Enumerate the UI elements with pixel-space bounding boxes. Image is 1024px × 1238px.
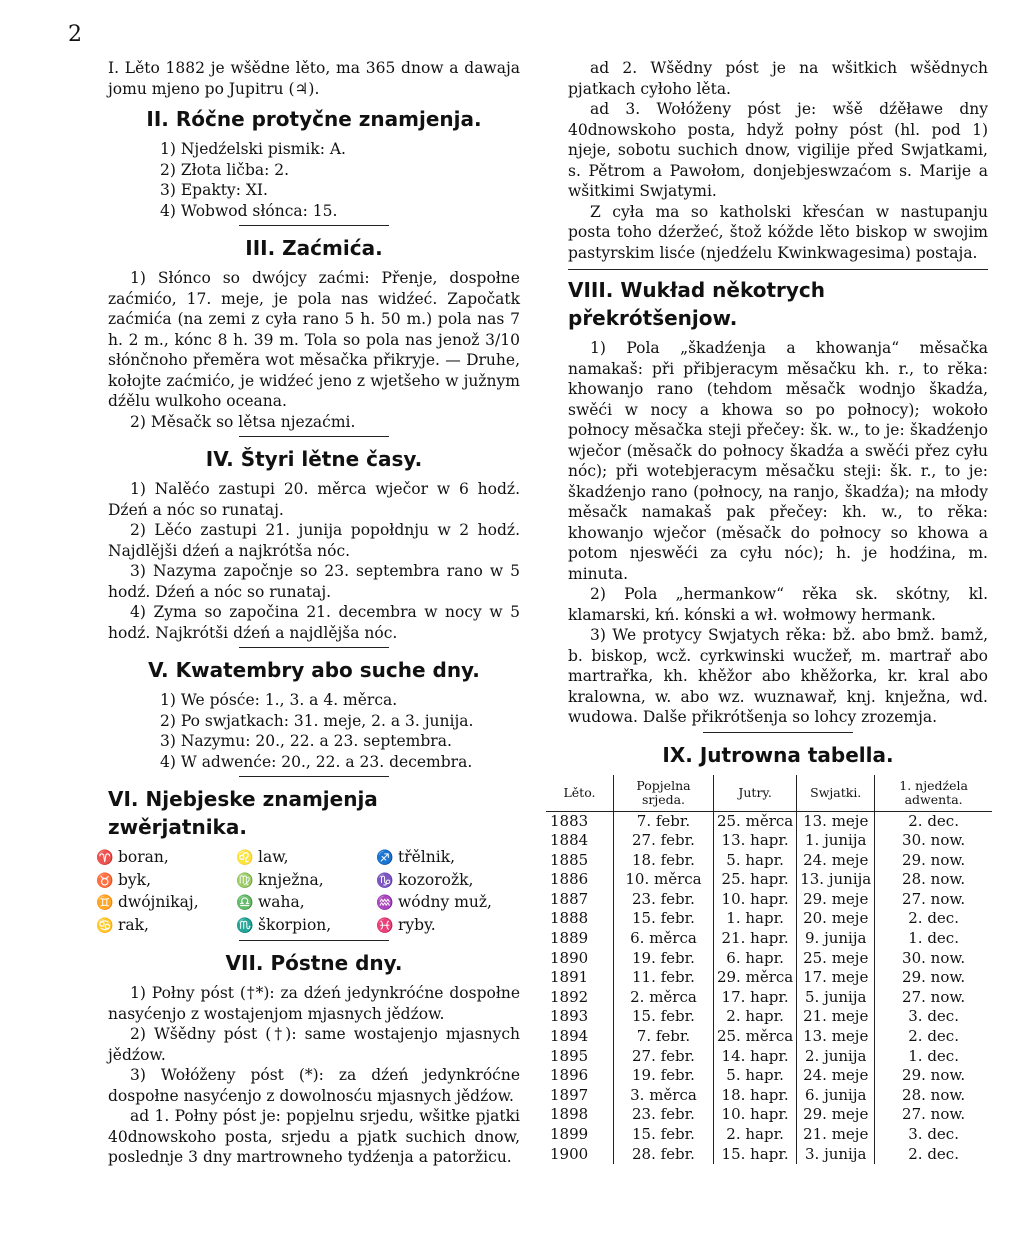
- year-cell: 1887: [550, 889, 589, 908]
- year-cell: 1888: [550, 909, 589, 928]
- section-heading: IV. Štyri lětne časy.: [205, 447, 423, 471]
- table-cell: 23. febr.: [614, 1105, 714, 1125]
- paragraph: Z cyła ma so katholski křesćan w nastupanju posta toho dźeržeć, štož kóžde lěto biskop w swojim pastyrskim lisće (njedźelu Kwinkwagesima) postaja.: [568, 202, 988, 262]
- year-cell: 1883: [550, 811, 589, 830]
- divider: [239, 225, 389, 226]
- zodiac-sign-icon: ♓: [376, 917, 394, 934]
- zodiac-item: [236, 847, 376, 869]
- year-cell: 1885: [550, 850, 589, 869]
- table-cell: 2. junija: [797, 1047, 875, 1067]
- list-item: 4) Wobwod słónca: 15.: [160, 201, 338, 220]
- paragraph: ad 3. Wołóženy póst je: wšě dźěławe dny 40dnowskoho posta, hdyž połny póst (hl. pod 1) njeje, sobotu suchich dnow, vigilije před Swjatkami, s. Pětrom a Pawołom, donjebjeswzaćom s. Marije a wšitkimi Swjatymi.: [568, 100, 988, 200]
- paragraph: 3) We protycy Swjatych rěka: bž. abo bmž. bamž, b. biskop, wcž. cyrkwinski wucžeř, m. martrař abo martrařka, kh. khěžor abo khěžorka, kr. kral abo kralowna, w. abo wz. wuznawař, knj. knježna, wd. wudowa. Dalše přikrótšenja so lohcy zrozemja.: [568, 626, 988, 726]
- table-cell: 17. hapr.: [713, 988, 796, 1008]
- zodiac-label: waha,: [258, 893, 305, 911]
- year-cell: 1900: [550, 1144, 589, 1163]
- year-cell: 1894: [550, 1027, 589, 1046]
- table-cell: 7. febr.: [614, 1027, 714, 1047]
- divider: [239, 776, 389, 777]
- zodiac-label: dwójnikaj,: [118, 893, 199, 911]
- year-cell: 1886: [550, 870, 589, 889]
- paragraph: ad 2. Wšědny póst je na wšitkich wšědnych pjatkach cyłoho lěta.: [568, 59, 988, 98]
- zodiac-item: [376, 847, 516, 869]
- zodiac-item: [376, 892, 516, 914]
- table-cell: 14. hapr.: [713, 1047, 796, 1067]
- table-row: [546, 831, 992, 851]
- zodiac-item: [96, 892, 236, 914]
- table-cell: 5. hapr.: [713, 851, 796, 871]
- zodiac-item: [376, 915, 516, 937]
- paragraph: 2) Měsačk so lětsa njezaćmi.: [130, 412, 356, 431]
- zodiac-sign-icon: ♊: [96, 895, 114, 911]
- zodiac-label: boran,: [118, 848, 169, 866]
- year-cell: 1890: [550, 948, 589, 967]
- column-header: Swjatki.: [797, 775, 875, 812]
- table-cell: 21. meje: [797, 1007, 875, 1027]
- paragraph: 1) Połny póst (†*): za dźeń jedynkróćne dospołne nasyćenjo z wostajenjom mjasnych jědźow.: [108, 984, 520, 1023]
- zodiac-item: [96, 870, 236, 892]
- section-heading: III. Zaćmića.: [245, 236, 383, 260]
- divider: [239, 647, 389, 648]
- list-item: 1) We pósće: 1., 3. a 4. měrca.: [160, 691, 398, 709]
- table-cell: 10. hapr.: [713, 890, 796, 910]
- paragraph: 2) Lěćo zastupi 21. junija popołdnju w 2 hodź. Najdlějši dźeń a najkrótša nóc.: [108, 521, 520, 560]
- table-cell: 2. dec.: [875, 909, 992, 929]
- table-row: [546, 949, 992, 969]
- zodiac-label: knježna,: [258, 870, 324, 889]
- table-cell: 3. dec.: [875, 1125, 992, 1145]
- table-row: [546, 811, 992, 831]
- table-row: [546, 851, 992, 871]
- table-cell: 28. now.: [875, 870, 992, 890]
- zodiac-label: kozorožk,: [398, 870, 474, 889]
- paragraph: 3) Wołóženy póst (*): za dźeń jedynkróćne dospołne nasyćenjo z dowolnosću mjasnych jědźow.: [108, 1066, 520, 1105]
- table-cell: 1. dec.: [875, 1047, 992, 1067]
- table-row: [546, 1145, 992, 1165]
- table-cell: 11. febr.: [614, 968, 714, 988]
- table-cell: 18. febr.: [614, 851, 714, 871]
- table-body: [546, 811, 992, 1164]
- table-row: [546, 1066, 992, 1086]
- table-cell: 21. hapr.: [713, 929, 796, 949]
- table-cell: 7. febr.: [614, 811, 714, 831]
- paragraph: 1) Słónco so dwójcy zaćmi: Přenje, dospołne zaćmićo, 17. meje, je pola nas widźeć. Započatk zaćmića (na zemi z cyła rano 5 h. 50 m.) pola nas 7 h. 2 m., kónc 8 h. 39 m. Tola so pola nas jenož 3/10 słónčnoho přeměra wot měsačka přikryje. — Druhe, kołojte zaćmićo, je widźeć jeno z wjetšeho w južnym dźělu wulkoho oceana.: [108, 269, 520, 410]
- zodiac-sign-icon: ♌: [236, 850, 254, 866]
- table-cell: 2. dec.: [875, 1145, 992, 1165]
- table-cell: 2. dec.: [875, 811, 992, 831]
- year-cell: 1889: [550, 929, 589, 948]
- zodiac-sign-icon: ♉: [96, 872, 114, 889]
- year-cell: 1898: [550, 1105, 589, 1124]
- table-cell: 19. febr.: [614, 949, 714, 969]
- list-item: 3) Nazymu: 20., 22. a 23. septembra.: [160, 732, 452, 750]
- column-header: Popjelna srjeda.: [614, 775, 714, 812]
- list-item: 2) Po swjatkach: 31. meje, 2. a 3. junija.: [160, 711, 474, 730]
- zodiac-sign-icon: ♏: [236, 917, 254, 934]
- divider: [568, 269, 988, 270]
- table-cell: 15. hapr.: [713, 1145, 796, 1165]
- table-cell: 2. hapr.: [713, 1125, 796, 1145]
- list-item: 2) Złota ličba: 2.: [160, 160, 290, 179]
- year-intro: I. Lěto 1882 je wšědne lěto, ma 365 dnow a dawaja jomu mjeno po Jupitru (♃).: [108, 59, 520, 98]
- section-heading: VII. Póstne dny.: [225, 951, 403, 975]
- table-cell: 21. meje: [797, 1125, 875, 1145]
- section-heading: IX. Jutrowna tabella.: [662, 742, 894, 767]
- paragraph: 1) Pola „škadźenja a khowanja“ měsačka namakaš: při přibjeracym měsačku kh. r., to rěka: khowanjo rano (tehdom měsačk wodnjo škadźa, swěći w nocy a khowa so po połnocy); wokoło połnocy měsačka steji přečey: šk. w., to je: škadźenjo wječor (měsačk do połnocy škadźa a swěći přez cyłu nóc); při wotebjeracym měsačku steji: šk. r., to je: škadźenjo rano (połnocy, na ranjo, škadźa); na młody měsačk namakaš pak přečey: kh. w., to rěka: khowanjo wječor (měsačk do połnocy so khowa a potom njeswěći za cyłu nóc); h. je hodźina, m. minuta.: [568, 339, 988, 583]
- column-header: 1. njedźela adwenta.: [875, 775, 992, 812]
- list-item: 1) Njedźelski pismik: A.: [160, 140, 346, 158]
- table-cell: 6. hapr.: [713, 949, 796, 969]
- table-cell: 18. hapr.: [713, 1086, 796, 1106]
- table-cell: 1. junija: [797, 831, 875, 851]
- section-heading: II. Róčne protyčne znamjenja.: [146, 107, 482, 131]
- table-cell: 15. febr.: [614, 1007, 714, 1027]
- zodiac-sign-icon: ♐: [376, 850, 394, 866]
- table-cell: 25. měrca: [713, 811, 796, 831]
- table-cell: 29. now.: [875, 1066, 992, 1086]
- table-cell: 24. meje: [797, 851, 875, 871]
- zodiac-item: [236, 870, 376, 892]
- table-cell: 3. dec.: [875, 1007, 992, 1027]
- table-cell: 13. meje: [797, 811, 875, 831]
- table-cell: 20. meje: [797, 909, 875, 929]
- zodiac-sign-icon: ♒: [376, 895, 394, 911]
- table-cell: 9. junija: [797, 929, 875, 949]
- zodiac-item: [96, 847, 236, 869]
- paragraph: 2) Pola „hermankow“ rěka sk. skótny, kl. klamarski, kń. kónski a wł. wołmowy hermank.: [568, 585, 988, 624]
- ember-days-list: [160, 690, 520, 772]
- table-cell: 29. meje: [797, 1105, 875, 1125]
- zodiac-sign-icon: ♈: [96, 850, 114, 866]
- calendar-signs-list: [160, 139, 520, 221]
- list-item: 4) W adwenće: 20., 22. a 23. decembra.: [160, 752, 473, 771]
- zodiac-label: rak,: [118, 915, 149, 934]
- table-cell: 27. now.: [875, 988, 992, 1008]
- year-cell: 1891: [550, 968, 589, 987]
- zodiac-item: [236, 915, 376, 937]
- table-row: [546, 929, 992, 949]
- zodiac-label: škorpion,: [258, 915, 332, 934]
- year-cell: 1884: [550, 831, 589, 850]
- section-heading: VIII. Wukład někotrych překrótšenjow.: [568, 278, 826, 330]
- year-cell: 1892: [550, 987, 589, 1006]
- table-row: [546, 1047, 992, 1067]
- year-cell: 1899: [550, 1125, 589, 1143]
- zodiac-sign-icon: ♋: [96, 917, 114, 934]
- zodiac-sign-icon: ♍: [236, 872, 254, 889]
- table-cell: 15. febr.: [614, 1125, 714, 1145]
- table-cell: 10. hapr.: [713, 1105, 796, 1125]
- left-column: [96, 58, 520, 1168]
- table-row: [546, 1027, 992, 1047]
- table-cell: 28. febr.: [614, 1145, 714, 1165]
- section-heading: V. Kwatembry abo suche dny.: [148, 658, 480, 682]
- divider: [239, 436, 389, 437]
- table-row: [546, 870, 992, 890]
- zodiac-item: [376, 870, 516, 892]
- column-header: Jutry.: [713, 775, 796, 812]
- zodiac-sign-icon: ♎: [236, 895, 254, 911]
- zodiac-item: [96, 915, 236, 937]
- zodiac-item: [236, 892, 376, 914]
- zodiac-label: třělnik,: [398, 848, 456, 866]
- table-cell: 29. měrca: [713, 968, 796, 988]
- table-cell: 25. meje: [797, 949, 875, 969]
- divider: [703, 732, 853, 733]
- table-cell: 30. now.: [875, 949, 992, 969]
- table-cell: 29. now.: [875, 968, 992, 988]
- paragraph: 2) Wšědny póst (†): same wostajenjo mjasnych jědźow.: [108, 1025, 520, 1064]
- table-row: [546, 968, 992, 988]
- table-cell: 25. měrca: [713, 1027, 796, 1047]
- table-cell: 19. febr.: [614, 1066, 714, 1086]
- year-cell: 1896: [550, 1066, 589, 1085]
- table-cell: 6. junija: [797, 1086, 875, 1106]
- table-row: [546, 1007, 992, 1027]
- zodiac-grid: [96, 847, 520, 936]
- table-cell: 5. junija: [797, 988, 875, 1008]
- table-cell: 17. meje: [797, 968, 875, 988]
- page-number: 2: [68, 22, 82, 47]
- table-cell: 13. meje: [797, 1027, 875, 1047]
- table-row: [546, 909, 992, 929]
- table-cell: 27. febr.: [614, 1047, 714, 1067]
- table-cell: 28. now.: [875, 1086, 992, 1106]
- paragraph: 4) Zyma so započina 21. decembra w nocy w 5 hodź. Najkrótši dźeń a najdlějša nóc.: [108, 603, 520, 642]
- table-cell: 5. hapr.: [713, 1066, 796, 1086]
- table-row: [546, 1125, 992, 1145]
- table-cell: 30. now.: [875, 831, 992, 851]
- table-cell: 27. now.: [875, 890, 992, 910]
- table-cell: 29. now.: [875, 851, 992, 871]
- zodiac-label: ryby.: [398, 915, 436, 934]
- paragraph: 3) Nazyma započnje so 23. septembra rano w 5 hodź. Dźeń a nóc so runataj.: [108, 562, 520, 601]
- table-cell: 1. hapr.: [713, 909, 796, 929]
- easter-table: [546, 775, 992, 1165]
- table-cell: 3. junija: [797, 1145, 875, 1165]
- table-row: [546, 1086, 992, 1106]
- list-item: 3) Epakty: XI.: [160, 181, 268, 199]
- column-header: Lěto.: [546, 775, 614, 812]
- divider: [239, 940, 389, 941]
- table-cell: 3. měrca: [614, 1086, 714, 1106]
- table-cell: 27. febr.: [614, 831, 714, 851]
- table-cell: 23. febr.: [614, 890, 714, 910]
- table-row: [546, 890, 992, 910]
- paragraph: 1) Nalěćo zastupi 20. měrca wječor w 6 hodź. Dźeń a nóc so runataj.: [108, 480, 520, 519]
- zodiac-label: law,: [258, 848, 289, 866]
- table-cell: 15. febr.: [614, 909, 714, 929]
- year-cell: 1895: [550, 1046, 589, 1065]
- table-cell: 13. junija: [797, 870, 875, 890]
- zodiac-label: byk,: [118, 870, 151, 889]
- table-cell: 25. hapr.: [713, 870, 796, 890]
- right-column: [550, 58, 988, 1164]
- year-cell: 1897: [550, 1085, 589, 1104]
- table-cell: 10. měrca: [614, 870, 714, 890]
- table-cell: 29. meje: [797, 890, 875, 910]
- paragraph: ad 1. Połny póst je: popjelnu srjedu, wšitke pjatki 40dnowskoho posta, srjedu a pjatk suchich dnow, poslednje 3 dny martrowneho tydźenja a patoržicu.: [108, 1107, 520, 1166]
- table-row: [546, 988, 992, 1008]
- table-header-row: [546, 775, 992, 812]
- table-cell: 1. dec.: [875, 929, 992, 949]
- table-row: [546, 1105, 992, 1125]
- table-cell: 2. dec.: [875, 1027, 992, 1047]
- year-cell: 1893: [550, 1007, 589, 1026]
- table-cell: 6. měrca: [614, 929, 714, 949]
- section-heading: VI. Njebjeske znamjenja zwěrjatnika.: [108, 787, 378, 839]
- table-cell: 27. now.: [875, 1105, 992, 1125]
- zodiac-sign-icon: ♑: [376, 872, 394, 889]
- table-cell: 2. měrca: [614, 988, 714, 1008]
- zodiac-label: wódny muž,: [398, 893, 492, 911]
- table-cell: 24. meje: [797, 1066, 875, 1086]
- table-cell: 13. hapr.: [713, 831, 796, 851]
- table-cell: 2. hapr.: [713, 1007, 796, 1027]
